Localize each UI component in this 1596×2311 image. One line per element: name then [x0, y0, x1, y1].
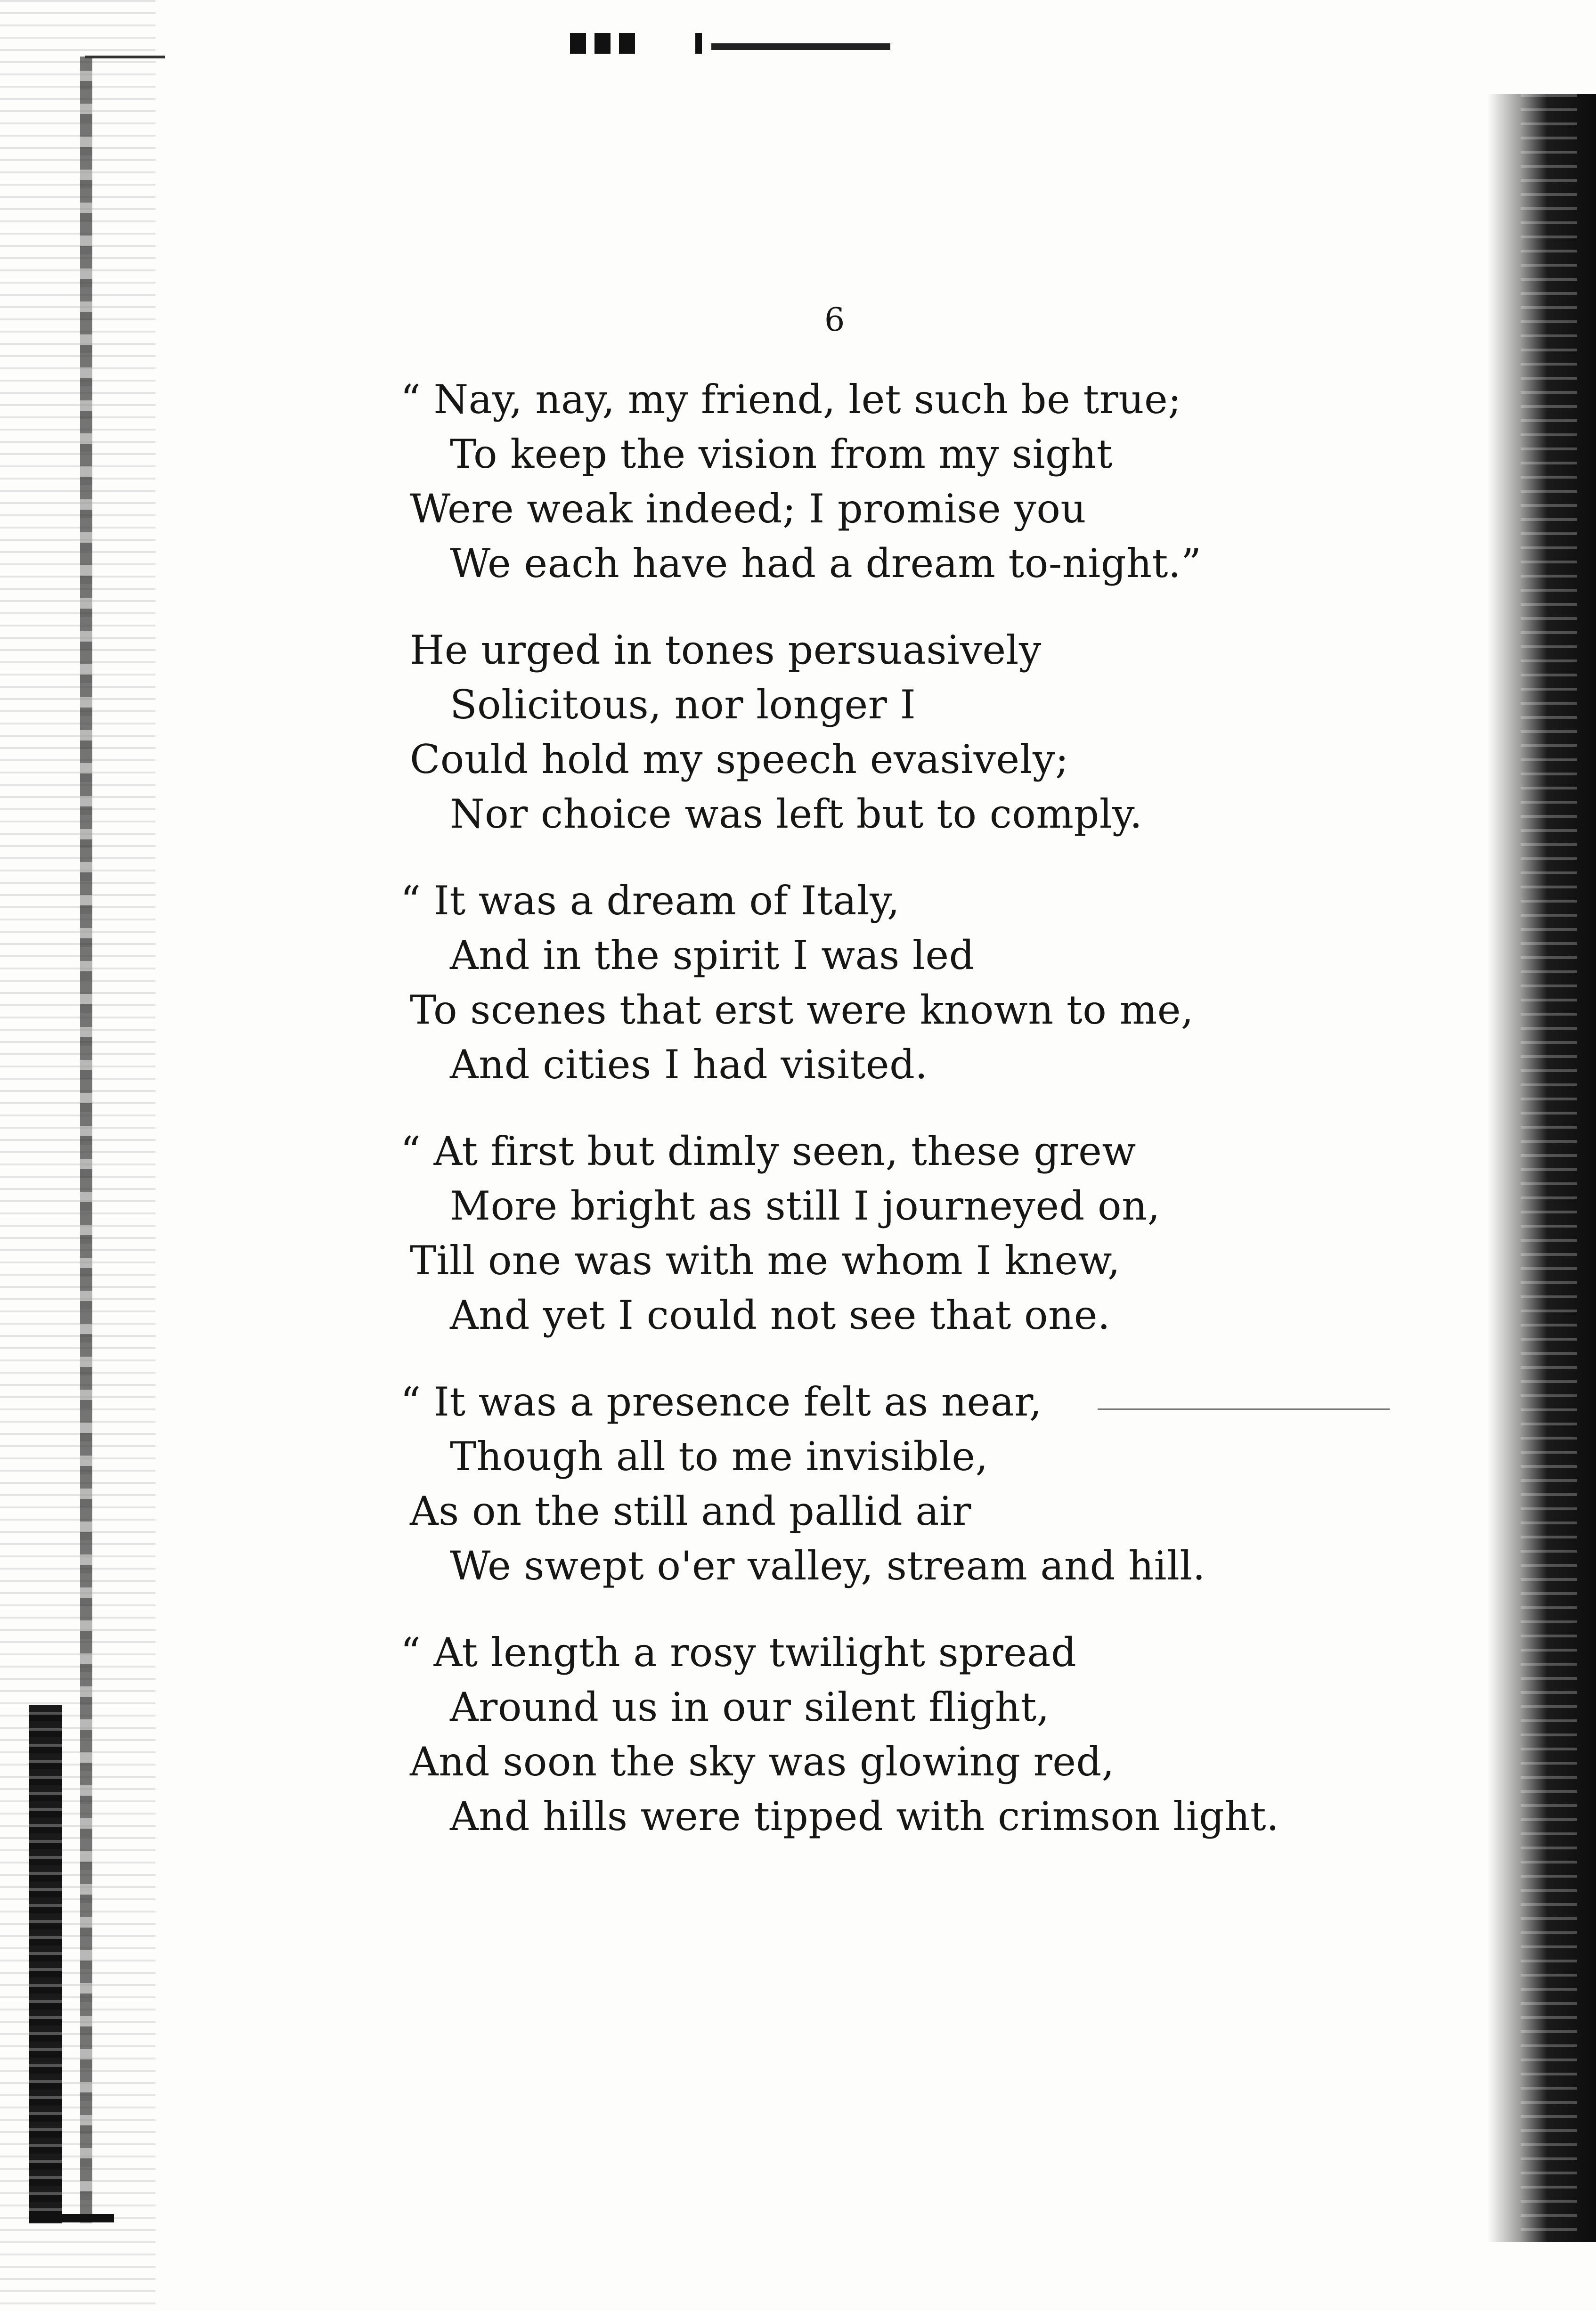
scan-edge-foot [29, 2214, 114, 2222]
poem-line: Though all to me invisible, [450, 1433, 988, 1480]
poem-line: Solicitous, nor longer I [450, 682, 916, 728]
scan-edge-bar [29, 1705, 62, 2223]
scan-mark [594, 33, 611, 54]
poem [400, 372, 1286, 1876]
stanza-5 [400, 1375, 1286, 1593]
poem-line: Were weak indeed; I promise you [410, 486, 1087, 532]
poem-line: As on the still and pallid air [410, 1488, 971, 1534]
poem-line: To keep the vision from my sight [450, 431, 1113, 477]
poem-line: Around us in our silent flight, [450, 1684, 1050, 1730]
poem-line: “ Nay, nay, my friend, let such be true; [400, 376, 1181, 423]
scan-top-marks [570, 33, 702, 54]
poem-line: And in the spirit I was led [450, 932, 975, 978]
poem-line: To scenes that erst were known to me, [410, 987, 1194, 1033]
stanza-1 [400, 372, 1286, 591]
poem-line: Nor choice was left but to comply. [450, 791, 1143, 837]
scan-binding-strip [80, 57, 92, 2223]
poem-line: And cities I had visited. [450, 1042, 928, 1088]
poem-line: And yet I could not see that one. [450, 1292, 1111, 1338]
poem-line: We each have had a dream to-night.” [450, 540, 1202, 586]
poem-line: More bright as still I journeyed on, [450, 1183, 1160, 1229]
poem-line: He urged in tones persuasively [410, 627, 1042, 673]
stanza-6 [400, 1625, 1286, 1844]
poem-line: “ At first but dimly seen, these grew [400, 1128, 1136, 1174]
scan-top-left-tick [85, 56, 165, 58]
stanza-4 [400, 1124, 1286, 1343]
scan-mark [570, 33, 586, 54]
poem-line: And hills were tipped with crimson light. [450, 1793, 1279, 1839]
poem-line: We swept o'er valley, stream and hill. [450, 1543, 1205, 1589]
scan-stray-rule [1098, 1408, 1390, 1410]
scan-top-rule [711, 43, 890, 50]
scan-mark [619, 33, 635, 54]
poem-line: Till one was with me whom I knew, [410, 1237, 1121, 1284]
poem-line: “ It was a presence felt as near, [400, 1379, 1042, 1425]
scan-edge-right-noise [1521, 94, 1577, 2242]
scan-edge-left [0, 0, 155, 2311]
poem-line: And soon the sky was glowing red, [410, 1739, 1115, 1785]
scan-mark [695, 33, 702, 54]
poem-line: Could hold my speech evasively; [410, 736, 1069, 782]
stanza-3 [400, 873, 1286, 1092]
page-number: 6 [824, 301, 845, 339]
poem-line: “ It was a dream of Italy, [400, 878, 900, 924]
poem-line: “ At length a rosy twilight spread [400, 1629, 1077, 1676]
stanza-2 [410, 623, 1286, 841]
